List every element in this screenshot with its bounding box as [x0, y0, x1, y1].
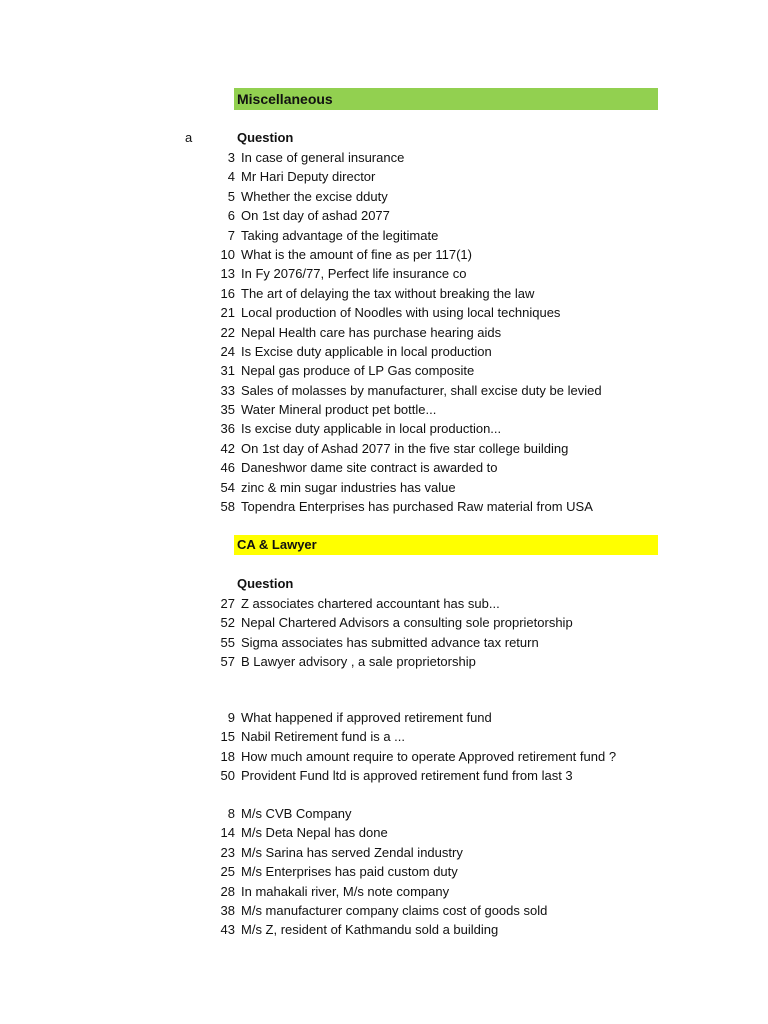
- question-row: [0, 323, 768, 342]
- question-number: 33: [220, 382, 235, 398]
- question-text: Sigma associates has submitted advance tax return: [241, 634, 539, 650]
- question-number: 14: [220, 825, 235, 841]
- question-number: 27: [220, 596, 235, 611]
- question-number: 16: [220, 285, 235, 301]
- question-row: [0, 497, 768, 516]
- question-row: [0, 478, 768, 497]
- question-row: [0, 747, 768, 766]
- column-marker: a: [185, 130, 193, 145]
- question-row: [0, 823, 768, 842]
- question-text: Nabil Retirement fund is a ...: [241, 729, 406, 745]
- question-row: [0, 419, 768, 438]
- ca-question-heading: Question: [237, 576, 294, 591]
- misc-question-list: [0, 148, 768, 516]
- question-row: [0, 708, 768, 727]
- question-row: [0, 804, 768, 823]
- ca-question-list: [0, 594, 768, 672]
- question-text: Is excise duty applicable in local production...: [241, 421, 502, 437]
- question-text: Topendra Enterprises has purchased Raw material from USA: [241, 499, 593, 515]
- question-row: [0, 226, 768, 245]
- question-row: [0, 400, 768, 419]
- question-text: Daneshwor dame site contract is awarded to: [241, 460, 498, 476]
- question-text: Nepal gas produce of LP Gas composite: [241, 363, 475, 379]
- question-number: 21: [220, 305, 235, 321]
- question-row: [0, 652, 768, 671]
- question-row: [0, 303, 768, 322]
- question-row: [0, 342, 768, 361]
- retirement-fund-question-list: [0, 708, 768, 786]
- question-row: [0, 206, 768, 225]
- question-number: 9: [227, 710, 235, 725]
- question-number: 35: [220, 402, 235, 418]
- question-text: Nepal Chartered Advisors a consulting sole proprietorship: [241, 615, 573, 631]
- question-number: 57: [220, 654, 235, 670]
- question-number: 58: [220, 499, 235, 515]
- question-number: 4: [227, 169, 235, 185]
- question-number: 36: [220, 421, 235, 437]
- question-number: 24: [220, 343, 235, 359]
- question-text: On 1st day of Ashad 2077 in the five star college building: [241, 440, 569, 456]
- question-text: M/s Enterprises has paid custom duty: [241, 864, 458, 880]
- question-number: 42: [220, 440, 235, 456]
- question-text: Whether the excise dduty: [241, 188, 388, 204]
- question-text: What happened if approved retirement fund: [241, 710, 492, 725]
- question-text: M/s manufacturer company claims cost of goods sold: [241, 902, 548, 918]
- question-row: [0, 633, 768, 652]
- question-row: [0, 594, 768, 613]
- question-number: 22: [220, 324, 235, 340]
- question-row: [0, 167, 768, 186]
- question-text: M/s Sarina has served Zendal industry: [241, 844, 463, 860]
- question-text: M/s CVB Company: [241, 806, 352, 821]
- question-row: [0, 613, 768, 632]
- question-number: 54: [220, 479, 235, 495]
- question-text: Provident Fund ltd is approved retirement fund from last 3: [241, 768, 573, 784]
- question-row: [0, 458, 768, 477]
- question-number: 23: [220, 844, 235, 860]
- question-number: 38: [220, 902, 235, 918]
- question-number: 52: [220, 615, 235, 631]
- question-text: Is Excise duty applicable in local production: [241, 343, 492, 359]
- misc-question-heading: Question: [237, 130, 294, 145]
- question-text: M/s Z, resident of Kathmandu sold a building: [241, 922, 499, 938]
- question-number: 7: [227, 227, 235, 243]
- question-text: Nepal Health care has purchase hearing aids: [241, 324, 502, 340]
- question-text: The art of delaying the tax without breaking the law: [241, 285, 535, 301]
- question-number: 18: [220, 748, 235, 764]
- question-text: Water Mineral product pet bottle...: [241, 402, 437, 418]
- question-text: Sales of molasses by manufacturer, shall excise duty be levied: [241, 382, 602, 398]
- question-text: Z associates chartered accountant has sub...: [241, 596, 500, 611]
- question-number: 50: [220, 768, 235, 784]
- ca-lawyer-section-title: CA & Lawyer: [234, 535, 658, 555]
- question-text: In mahakali river, M/s note company: [241, 883, 450, 899]
- question-row: [0, 862, 768, 881]
- question-text: In case of general insurance: [241, 150, 405, 165]
- question-row: [0, 920, 768, 939]
- question-number: 31: [220, 363, 235, 379]
- question-number: 25: [220, 864, 235, 880]
- question-number: 28: [220, 883, 235, 899]
- question-text: M/s Deta Nepal has done: [241, 825, 388, 841]
- ms-company-question-list: [0, 804, 768, 940]
- question-number: 55: [220, 634, 235, 650]
- question-number: 8: [227, 806, 235, 821]
- question-row: [0, 843, 768, 862]
- miscellaneous-section-title: Miscellaneous: [234, 88, 658, 110]
- question-text: What is the amount of fine as per 117(1): [241, 246, 472, 262]
- question-row: [0, 766, 768, 785]
- question-row: [0, 284, 768, 303]
- question-row: [0, 901, 768, 920]
- question-row: [0, 245, 768, 264]
- question-row: [0, 148, 768, 167]
- question-number: 6: [227, 208, 235, 224]
- question-text: B Lawyer advisory , a sale proprietorship: [241, 654, 476, 670]
- question-number: 46: [220, 460, 235, 476]
- question-number: 5: [227, 188, 235, 204]
- question-text: zinc & min sugar industries has value: [241, 479, 456, 495]
- question-text: In Fy 2076/77, Perfect life insurance co: [241, 266, 467, 282]
- question-row: [0, 264, 768, 283]
- question-text: Mr Hari Deputy director: [241, 169, 376, 185]
- question-number: 15: [220, 729, 235, 745]
- question-number: 10: [220, 246, 235, 262]
- question-row: [0, 361, 768, 380]
- question-text: On 1st day of ashad 2077: [241, 208, 390, 224]
- question-row: [0, 187, 768, 206]
- question-row: [0, 381, 768, 400]
- question-text: How much amount require to operate Approved retirement fund ?: [241, 748, 617, 764]
- question-row: [0, 882, 768, 901]
- question-text: Taking advantage of the legitimate: [241, 227, 439, 243]
- question-number: 43: [220, 922, 235, 938]
- question-number: 13: [220, 266, 235, 282]
- question-row: [0, 727, 768, 746]
- question-text: Local production of Noodles with using local techniques: [241, 305, 561, 321]
- question-row: [0, 439, 768, 458]
- question-number: 3: [227, 150, 235, 165]
